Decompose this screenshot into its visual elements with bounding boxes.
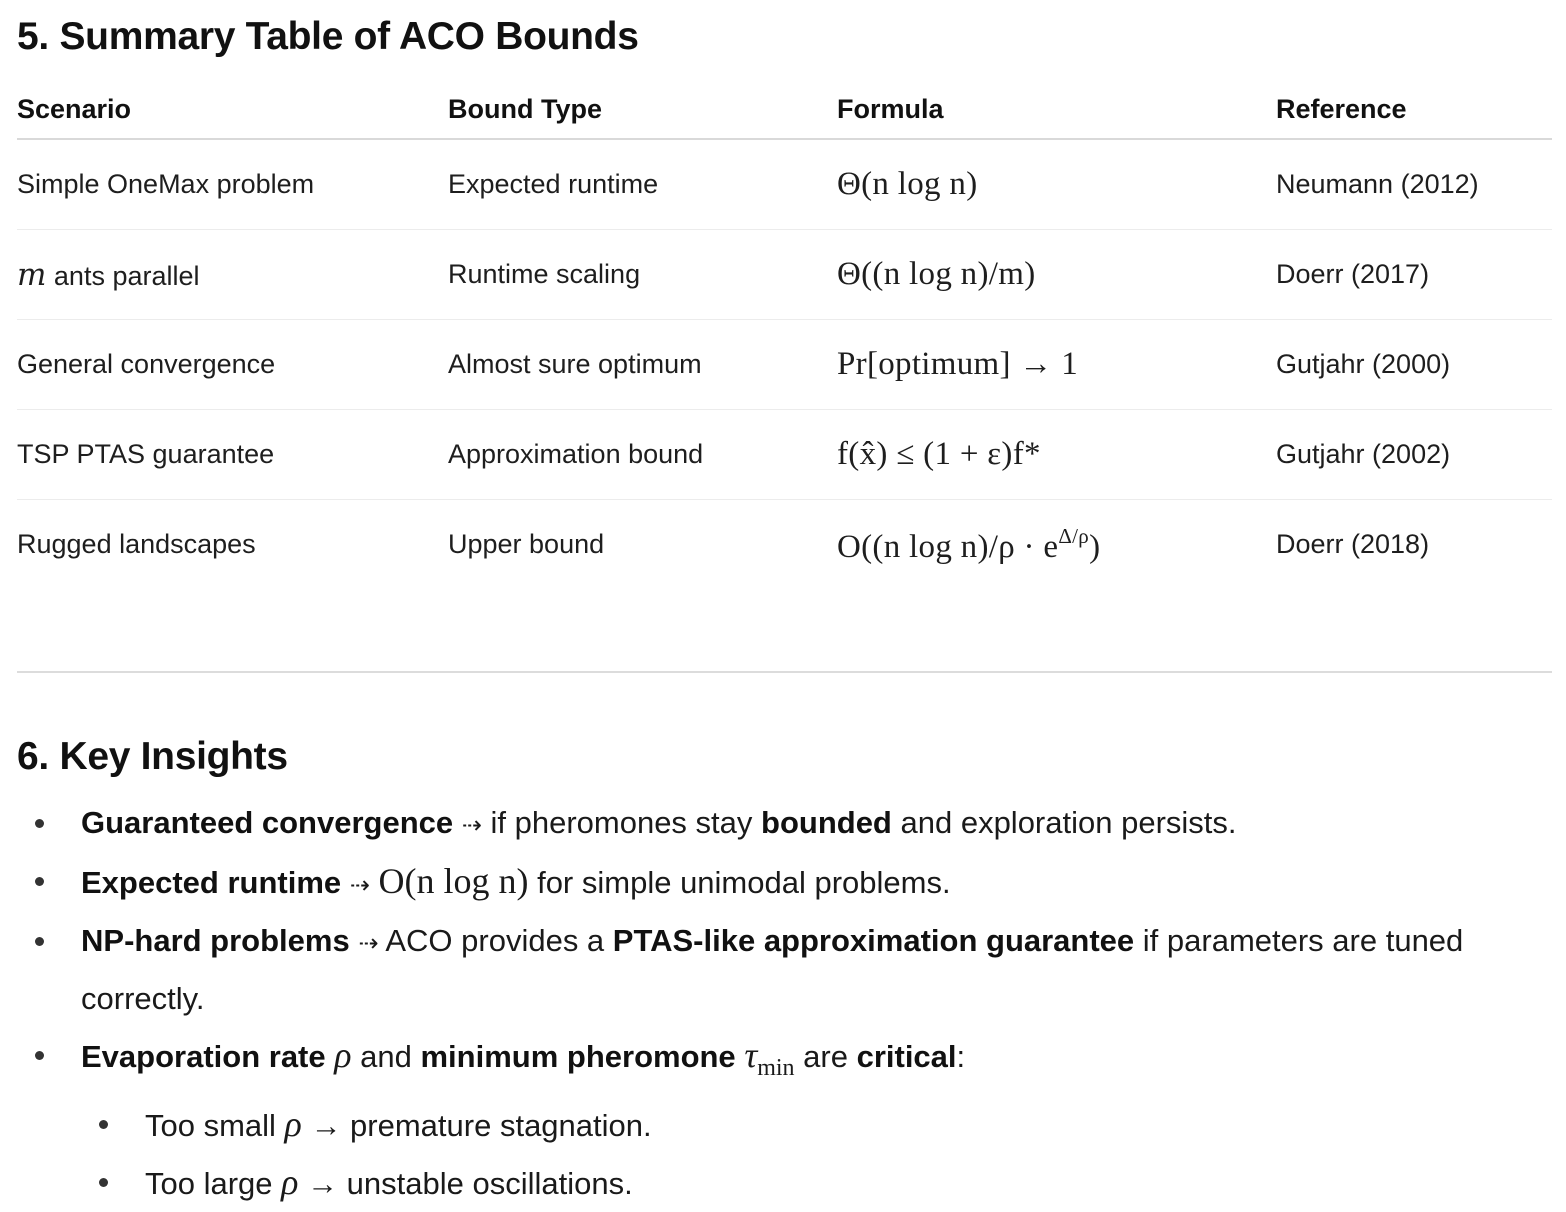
cell-formula: Pr[optimum] → 1 <box>837 320 1276 410</box>
insight-strong-3: critical <box>856 1039 957 1074</box>
insight-math: O(n log n) <box>378 861 529 901</box>
sub-list-item <box>81 1154 1537 1212</box>
math-tau: τ <box>744 1035 758 1075</box>
math-m: m <box>17 256 47 293</box>
cell-reference: Doerr (2018) <box>1276 529 1430 559</box>
cell-bound-type: Almost sure optimum <box>448 320 837 410</box>
sub-text: Too large <box>145 1166 282 1201</box>
table-row <box>17 139 1552 230</box>
table-row <box>17 410 1552 500</box>
cell-formula: Θ(n log n) <box>837 139 1276 230</box>
cell-bound-type: Upper bound <box>448 529 605 559</box>
insight-strong: Guaranteed convergence <box>81 805 454 840</box>
dashed-arrow-icon: ⇢ <box>349 871 370 899</box>
column-header-formula: Formula <box>837 80 1276 139</box>
cell-scenario <box>17 230 448 320</box>
scenario-text: ants parallel <box>46 260 200 291</box>
column-header-scenario: Scenario <box>17 80 448 139</box>
key-insights-list <box>17 795 1537 1212</box>
cell-formula <box>837 500 1276 590</box>
sub-list <box>81 1096 1537 1212</box>
insight-strong-2: PTAS-like approximation guarantee <box>612 923 1135 958</box>
sub-text: Too small <box>145 1108 285 1143</box>
cell-formula: f(x̂) ≤ (1 + ε)f* <box>837 410 1276 500</box>
insight-strong: Expected runtime <box>81 865 342 900</box>
column-header-bound-type: Bound Type <box>448 80 837 139</box>
cell-scenario: TSP PTAS guarantee <box>17 410 448 500</box>
dashed-arrow-icon: ⇢ <box>461 811 482 839</box>
cell-bound-type: Runtime scaling <box>448 230 837 320</box>
sub-text-2: → premature stagnation. <box>301 1108 652 1143</box>
insight-text: ACO provides a <box>378 923 613 958</box>
insight-text-3: : <box>956 1039 966 1074</box>
sub-text-2: → unstable oscillations. <box>298 1166 633 1201</box>
sub-list-item <box>81 1096 1537 1154</box>
formula-main: O((n log n)/ρ · e <box>837 528 1059 565</box>
insight-text-2: are <box>794 1039 857 1074</box>
section-5-heading: 5. Summary Table of ACO Bounds <box>17 15 639 58</box>
formula-close: ) <box>1089 528 1101 565</box>
insight-text-2: and exploration persists. <box>891 805 1237 840</box>
insight-strong-2: minimum pheromone <box>420 1039 736 1074</box>
insight-strong-2: bounded <box>761 805 892 840</box>
math-tau-subscript: min <box>757 1055 795 1081</box>
section-6-heading: 6. Key Insights <box>17 735 288 778</box>
table-row <box>17 500 1552 590</box>
cell-reference: Gutjahr (2002) <box>1276 410 1552 500</box>
insight-strong: NP-hard problems <box>81 923 350 958</box>
cell-bound-type: Expected runtime <box>448 139 837 230</box>
section-divider <box>17 671 1552 673</box>
insight-text: if pheromones stay <box>481 805 762 840</box>
cell-formula: Θ((n log n)/m) <box>837 230 1276 320</box>
insight-strong: Evaporation rate <box>81 1039 326 1074</box>
cell-reference: Gutjahr (2000) <box>1276 320 1552 410</box>
cell-reference: Neumann (2012) <box>1276 139 1552 230</box>
math-rho: ρ <box>284 1104 302 1144</box>
dashed-arrow-icon: ⇢ <box>358 929 379 957</box>
formula-exponent: Δ/ρ <box>1058 523 1090 548</box>
table-header-row <box>17 80 1552 139</box>
math-rho: ρ <box>334 1035 352 1075</box>
cell-bound-type: Approximation bound <box>448 410 837 500</box>
table-row <box>17 230 1552 320</box>
cell-scenario: General convergence <box>17 320 448 410</box>
insight-text: and <box>351 1039 421 1074</box>
list-item <box>17 1027 1537 1212</box>
table-row <box>17 320 1552 410</box>
list-item <box>17 913 1537 1027</box>
insight-text-2: if parameters are tuned correctly. <box>81 923 1464 1016</box>
list-item <box>17 795 1537 853</box>
list-item <box>17 853 1537 913</box>
cell-scenario: Simple OneMax problem <box>17 139 448 230</box>
math-rho: ρ <box>281 1162 299 1202</box>
column-header-reference: Reference <box>1276 80 1552 139</box>
insight-text: for simple unimodal problems. <box>528 865 951 900</box>
cell-scenario: Rugged landscapes <box>17 529 256 559</box>
cell-reference: Doerr (2017) <box>1276 230 1552 320</box>
aco-bounds-table <box>17 80 1552 589</box>
